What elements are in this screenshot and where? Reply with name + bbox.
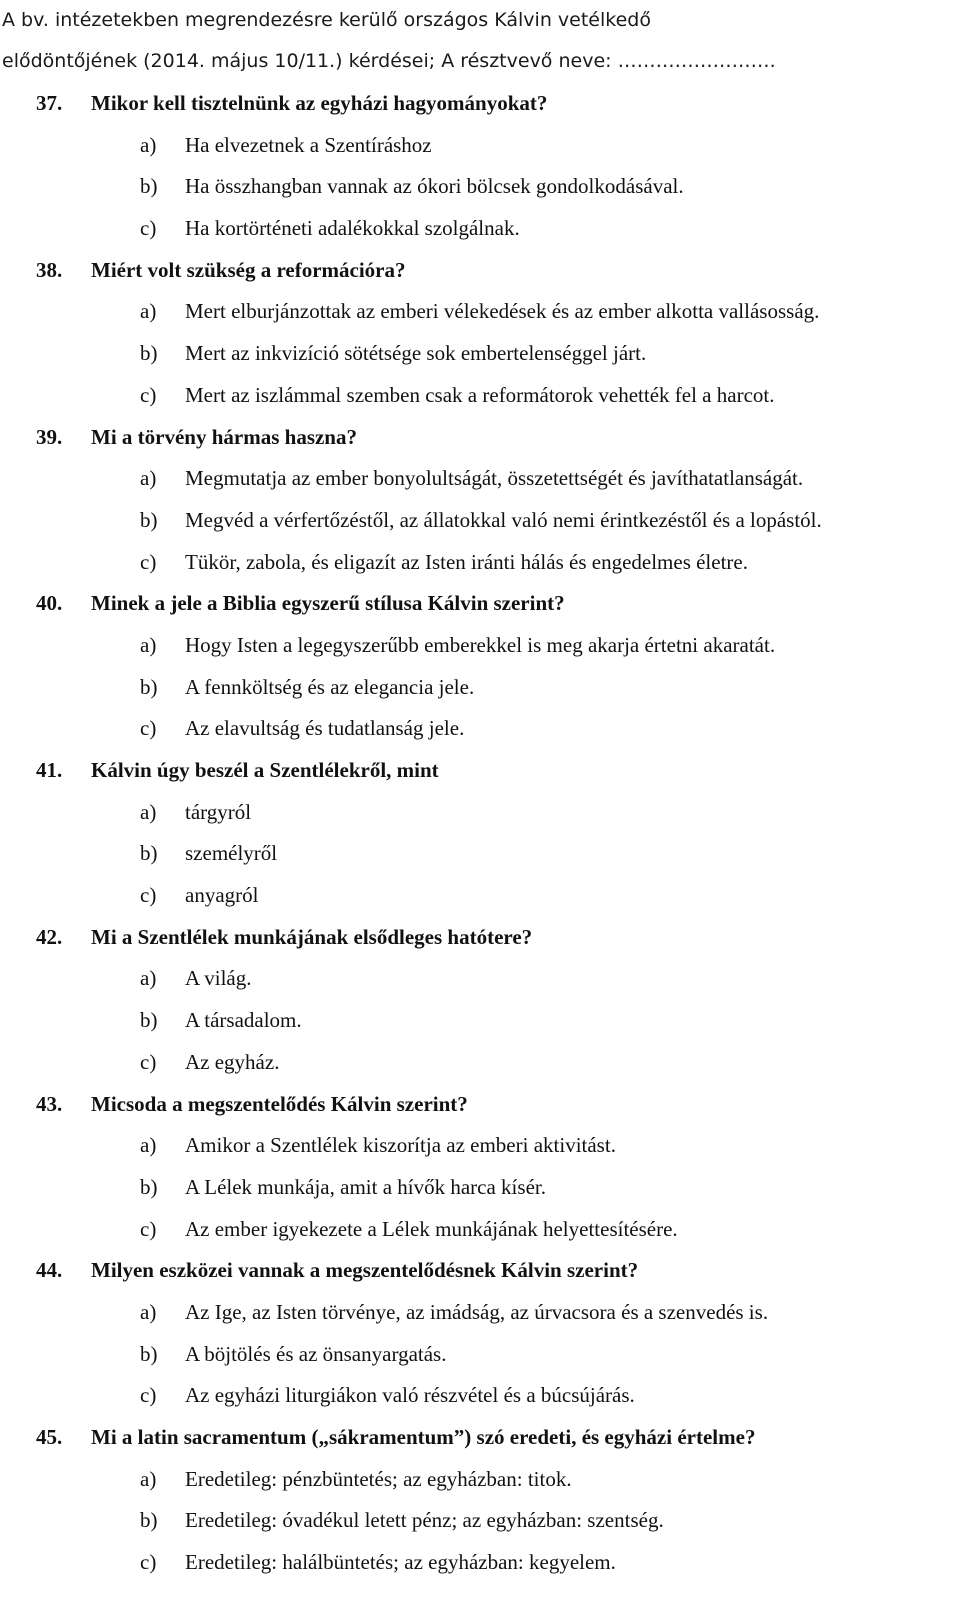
question-number: 37. <box>36 91 63 115</box>
answer-option-39-b <box>0 500 960 542</box>
option-text: Ha elvezetnek a Szentíráshoz <box>185 132 432 157</box>
question-number: 45. <box>36 1425 63 1449</box>
option-letter: c) <box>140 1216 157 1241</box>
answer-option-38-a <box>0 291 960 333</box>
option-text: A Lélek munkája, amit a hívők harca kísér. <box>185 1174 546 1199</box>
option-letter: c) <box>140 216 157 241</box>
option-text: Ha kortörténeti adalékokkal szolgálnak. <box>185 216 520 241</box>
option-text: Ha összhangban vannak az ókori bölcsek gondolkodásával. <box>185 174 684 199</box>
option-text: Az Ige, az Isten törvénye, az imádság, az úrvacsora és a szenvedés is. <box>185 1299 769 1324</box>
answer-option-40-b <box>0 667 960 709</box>
question-text: Minek a jele a Biblia egyszerű stílusa Kálvin szerint? <box>91 591 565 616</box>
question-number: 41. <box>36 758 63 782</box>
question-42 <box>0 917 960 959</box>
option-letter: a) <box>140 132 157 157</box>
option-letter: c) <box>140 382 157 407</box>
question-44 <box>0 1250 960 1292</box>
option-text: Az elavultság és tudatlanság jele. <box>185 716 465 741</box>
option-text: Mert az iszlámmal szemben csak a reformátorok vehették fel a harcot. <box>185 382 775 407</box>
option-text: Eredetileg: halálbüntetés; az egyházban: kegyelem. <box>185 1550 616 1575</box>
question-text: Mi a Szentlélek munkájának elsődleges hatótere? <box>91 924 533 949</box>
option-letter: b) <box>140 1008 158 1033</box>
answer-option-45-a <box>0 1459 960 1501</box>
option-letter: b) <box>140 174 158 199</box>
option-text: Megmutatja az ember bonyolultságát, összetettségét és javíthatatlanságát. <box>185 466 804 491</box>
option-letter: b) <box>140 674 158 699</box>
option-letter: c) <box>140 716 157 741</box>
answer-option-39-c <box>0 542 960 584</box>
option-letter: b) <box>140 1508 158 1533</box>
option-letter: c) <box>140 549 157 574</box>
option-letter: a) <box>140 1466 157 1491</box>
question-text: Mi a latin sacramentum („sákramentum”) szó eredeti, és egyházi értelme? <box>91 1425 756 1449</box>
answer-option-41-a <box>0 792 960 834</box>
answer-option-43-c <box>0 1209 960 1251</box>
option-text: A böjtölés és az önsanyargatás. <box>185 1341 447 1366</box>
option-letter: c) <box>140 1383 157 1408</box>
answer-option-42-b <box>0 1000 960 1042</box>
question-text: Milyen eszközei vannak a megszentelődésnek Kálvin szerint? <box>91 1258 639 1283</box>
option-text: személyről <box>185 841 278 866</box>
question-41 <box>0 750 960 792</box>
question-text: Mikor kell tisztelnünk az egyházi hagyományokat? <box>91 91 548 115</box>
question-number: 39. <box>36 424 63 449</box>
answer-option-37-a <box>0 125 960 167</box>
header-line-1: A bv. intézetekben megrendezésre kerülő országos Kálvin vetélkedő <box>2 9 651 31</box>
question-text: Mi a törvény hármas haszna? <box>91 424 357 449</box>
option-text: Hogy Isten a legegyszerűbb emberekkel is meg akarja értetni akaratát. <box>185 632 776 657</box>
option-text: Tükör, zabola, és eligazít az Isten iránti hálás és engedelmes életre. <box>185 549 748 574</box>
option-letter: b) <box>140 841 158 866</box>
option-text: A világ. <box>185 966 252 991</box>
question-37 <box>0 83 960 125</box>
answer-option-43-a <box>0 1125 960 1167</box>
answer-option-41-c <box>0 875 960 917</box>
option-text: Mert elburjánzottak az emberi vélekedések és az ember alkotta vallásosság. <box>185 299 820 324</box>
option-letter: a) <box>140 299 157 324</box>
question-45 <box>0 1417 960 1459</box>
header-line-2: elődöntőjének (2014. május 10/11.) kérdései; A résztvevő neve: ……………………. <box>2 50 776 72</box>
answer-option-37-b <box>0 166 960 208</box>
question-43 <box>0 1084 960 1126</box>
option-letter: a) <box>140 966 157 991</box>
question-number: 38. <box>36 257 63 282</box>
option-text: Eredetileg: pénzbüntetés; az egyházban: titok. <box>185 1466 572 1491</box>
question-number: 43. <box>36 1091 63 1116</box>
question-list <box>0 83 960 1584</box>
option-letter: c) <box>140 883 157 908</box>
answer-option-40-a <box>0 625 960 667</box>
question-number: 44. <box>36 1258 63 1283</box>
question-40 <box>0 583 960 625</box>
answer-option-43-b <box>0 1167 960 1209</box>
answer-option-44-c <box>0 1375 960 1417</box>
question-text: Kálvin úgy beszél a Szentlélekről, mint <box>91 758 439 782</box>
answer-option-41-b <box>0 833 960 875</box>
question-text: Micsoda a megszentelődés Kálvin szerint? <box>91 1091 468 1116</box>
option-text: anyagról <box>185 883 259 908</box>
option-letter: b) <box>140 341 158 366</box>
question-text: Miért volt szükség a reformációra? <box>91 257 406 282</box>
answer-option-39-a <box>0 458 960 500</box>
option-text: Megvéd a vérfertőzéstől, az állatokkal való nemi érintkezéstől és a lopástól. <box>185 507 822 532</box>
option-text: Eredetileg: óvadékul letett pénz; az egyházban: szentség. <box>185 1508 664 1533</box>
option-letter: b) <box>140 507 158 532</box>
option-letter: c) <box>140 1049 157 1074</box>
option-letter: b) <box>140 1341 158 1366</box>
answer-option-40-c <box>0 708 960 750</box>
answer-option-44-b <box>0 1334 960 1376</box>
answer-option-42-a <box>0 958 960 1000</box>
answer-option-37-c <box>0 208 960 250</box>
option-text: Amikor a Szentlélek kiszorítja az emberi aktivitást. <box>185 1133 616 1158</box>
option-letter: a) <box>140 632 157 657</box>
option-text: Az egyház. <box>185 1049 280 1074</box>
option-text: Mert az inkvizíció sötétsége sok embertelenséggel járt. <box>185 341 647 366</box>
option-letter: a) <box>140 466 157 491</box>
option-letter: a) <box>140 1299 157 1324</box>
option-text: A társadalom. <box>185 1008 302 1033</box>
answer-option-42-c <box>0 1042 960 1084</box>
answer-option-38-c <box>0 375 960 417</box>
question-39 <box>0 417 960 459</box>
answer-option-45-b <box>0 1500 960 1542</box>
question-38 <box>0 250 960 292</box>
page-header <box>0 0 960 82</box>
option-letter: a) <box>140 799 157 824</box>
option-letter: b) <box>140 1174 158 1199</box>
option-letter: c) <box>140 1550 157 1575</box>
option-text: Az egyházi liturgiákon való részvétel és a búcsújárás. <box>185 1383 635 1408</box>
answer-option-38-b <box>0 333 960 375</box>
question-number: 42. <box>36 924 63 949</box>
option-text: tárgyról <box>185 799 252 824</box>
answer-option-44-a <box>0 1292 960 1334</box>
answer-option-45-c <box>0 1542 960 1584</box>
option-text: A fennköltség és az elegancia jele. <box>185 674 475 699</box>
option-text: Az ember igyekezete a Lélek munkájának helyettesítésére. <box>185 1216 678 1241</box>
option-letter: a) <box>140 1133 157 1158</box>
question-number: 40. <box>36 591 63 616</box>
